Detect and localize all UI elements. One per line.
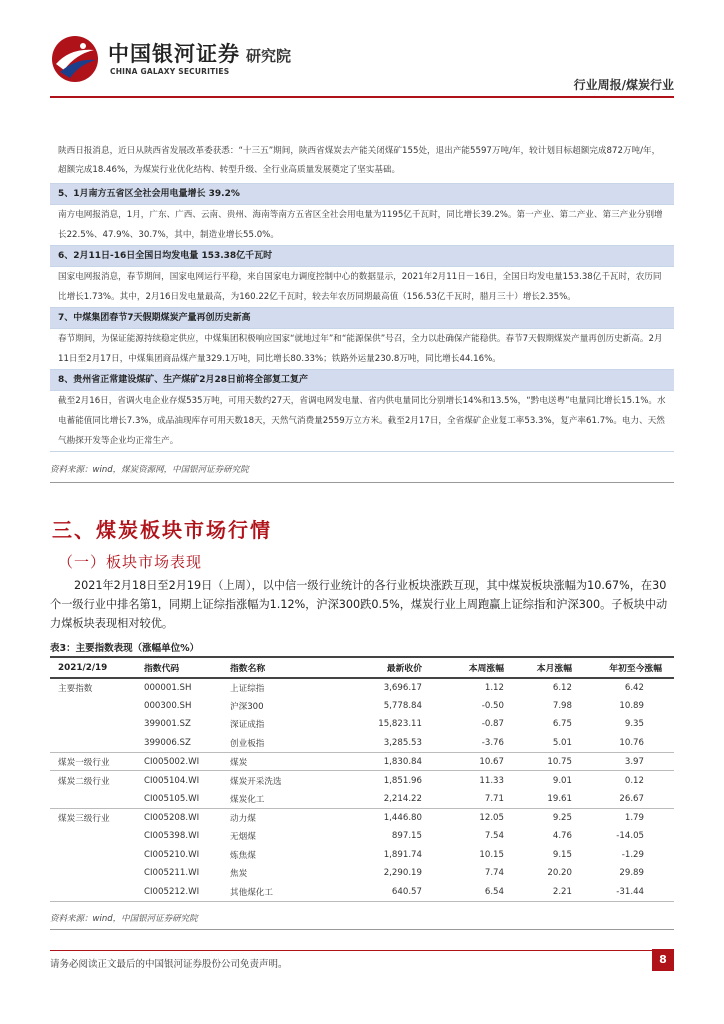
table-row (50, 790, 674, 809)
brand-name-cn: 中国银河证券 (108, 42, 240, 66)
page-header (0, 0, 724, 96)
events-divider (50, 482, 674, 483)
row-name: 煤炭 (230, 752, 340, 771)
event-title: 8、贵州省正常建设煤矿、生产煤矿2月28日前将全部复工复产 (50, 370, 674, 391)
footer-disclaimer: 请务必阅读正文最后的中国银河证券股份公司免责声明。 (50, 959, 288, 970)
row-week: 6.54 (422, 883, 504, 902)
table-row (50, 864, 674, 883)
section-title: 三、煤炭板块市场行情 (52, 518, 272, 542)
event-body: 南方电网报消息，1月，广东、广西、云南、贵州、海南等南方五省区全社会用电量为1195亿千瓦时，同比增长39.2%。第一产业、第二产业、第三产业分别增长22.5%、47.9%、30.7%，其中，制造业增长55.0%。 (50, 205, 674, 246)
row-close: 2,214.22 (340, 790, 422, 809)
row-ytd: 10.76 (572, 734, 674, 753)
subsection-title: （一）板块市场表现 (58, 553, 203, 571)
row-group (50, 845, 144, 864)
row-group (50, 790, 144, 809)
table-row (50, 808, 674, 827)
row-code: 399006.SZ (144, 734, 230, 753)
row-close: 3,285.53 (340, 734, 422, 753)
row-week: -3.76 (422, 734, 504, 753)
industry-events (50, 142, 674, 452)
row-code: 000300.SH (144, 700, 192, 711)
row-code: CI005105.WI (144, 790, 230, 809)
row-code: 000001.SH (144, 682, 192, 693)
row-ytd: -31.44 (572, 883, 674, 902)
row-name: 沪深300 (230, 701, 264, 712)
brand-institute: 研究院 (246, 47, 292, 65)
table-row (50, 697, 674, 716)
page-number: 8 (652, 949, 674, 971)
row-name: 煤炭化工 (230, 790, 340, 809)
row-week: 7.54 (484, 831, 504, 842)
row-group (50, 827, 144, 846)
row-group (50, 697, 144, 716)
row-close: 2,290.19 (383, 868, 422, 879)
table-caption: 表3：主要指数表现（涨幅单位%） (50, 643, 200, 654)
row-group (50, 883, 144, 902)
row-group: 煤炭二级行业 (58, 776, 110, 787)
table-row (50, 771, 674, 790)
row-code: CI005104.WI (144, 775, 200, 786)
row-group: 煤炭三级行业 (58, 813, 110, 824)
row-month: 6.75 (552, 719, 572, 730)
row-ytd: 10.89 (619, 700, 644, 711)
event-title: 7、中煤集团春节7天假期煤炭产量再创历史新高 (50, 308, 674, 329)
event-body: 陕西日报消息，近日从陕西省发展改革委获悉：“十三五”期间，陕西省煤炭去产能关闭煤矿155处，退出产能5597万吨/年，较计划目标超额完成872万吨/年，超额完成18.46%，为煤炭行业优化结构、转型升级、全行业高质量发展奠定了坚实基础。 (50, 142, 674, 184)
row-close: 897.15 (391, 831, 422, 842)
row-ytd: 29.89 (619, 868, 644, 879)
col-date: 2021/2/19 (50, 657, 144, 678)
row-ytd: -14.05 (616, 831, 644, 842)
row-week: 11.33 (479, 775, 504, 786)
table-row (50, 715, 674, 734)
row-group (50, 734, 144, 753)
row-month: 9.25 (552, 812, 572, 823)
row-month: 2.21 (504, 883, 572, 902)
row-name: 煤炭开采洗选 (230, 776, 282, 787)
table-header-row (50, 657, 674, 678)
row-close: 640.57 (340, 883, 422, 902)
row-ytd: -1.29 (621, 849, 644, 860)
row-week: 1.12 (484, 682, 504, 693)
table-row (50, 883, 674, 902)
events-source: 资料来源：wind，煤炭资源网，中国银河证券研究院 (50, 465, 249, 475)
row-month: 9.01 (552, 775, 572, 786)
col-close: 最新收价 (340, 657, 422, 678)
table-source: 资料来源：wind，中国银河证券研究院 (50, 914, 198, 924)
market-paragraph: 2021年2月18日至2月19日（上周），以中信一级行业统计的各行业板块涨跌互现，其中煤炭板块涨幅为10.67%，在30个一级行业中排名第1，同期上证综指涨幅为1.12%，沪深300跌0.5%，煤炭行业上周跑赢上证综指和沪深300。子板块中动力煤板块表现相对较优。 (50, 579, 668, 630)
col-name: 指数名称 (230, 657, 340, 678)
row-name: 焦炭 (230, 869, 248, 880)
row-ytd: 6.42 (624, 682, 644, 693)
row-month: 19.61 (504, 790, 572, 809)
index-performance-table (50, 656, 674, 902)
row-ytd: 26.67 (572, 790, 674, 809)
col-week: 本周涨幅 (422, 657, 504, 678)
row-week: 7.71 (422, 790, 504, 809)
col-code: 指数代码 (144, 657, 230, 678)
row-close: 1,851.96 (383, 775, 422, 786)
col-month: 本月涨幅 (504, 657, 572, 678)
brand-name-en: CHINA GALAXY SECURITIES (110, 67, 230, 76)
row-ytd: 1.79 (624, 812, 644, 823)
row-name: 炼焦煤 (230, 850, 256, 861)
row-week: 10.15 (479, 849, 504, 860)
row-week: -0.87 (481, 719, 504, 730)
document-type: 行业周报/煤炭行业 (573, 78, 674, 92)
row-close: 3,696.17 (383, 682, 422, 693)
row-month: 4.76 (552, 831, 572, 842)
row-name: 深证成指 (230, 720, 265, 731)
row-close: 5,778.84 (383, 700, 422, 711)
row-name: 创业板指 (230, 734, 340, 753)
row-month: 7.98 (552, 700, 572, 711)
row-group (50, 864, 144, 883)
row-name: 无烟煤 (230, 832, 256, 843)
event-title: 6、2月11日-16日全国日均发电量 153.38亿千瓦时 (50, 246, 674, 267)
col-ytd: 年初至今涨幅 (572, 657, 674, 678)
table-row (50, 752, 674, 771)
row-group: 主要指数 (58, 683, 93, 694)
row-week: 12.05 (479, 812, 504, 823)
row-close: 1,446.80 (383, 812, 422, 823)
row-code: CI005398.WI (144, 831, 200, 842)
event-body: 截至2月16日，省调火电企业存煤535万吨，可用天数约27天，省调电网发电量、省内供电量同比分别增长14%和13.5%，“黔电送粤”电量同比增长15.1%。水电蓄能值同比增长7.3%，成品油现库存可用天数18天，天然气消费量2559万立方米。截至2月17日，全省煤矿企业复工率53.3%，复产率61.7%。电力、天然气勘探开发等企业均正常生产。 (50, 391, 674, 452)
row-group (50, 715, 144, 734)
row-code: CI005210.WI (144, 849, 200, 860)
row-code: CI005211.WI (144, 868, 200, 879)
row-close: 1,891.74 (383, 849, 422, 860)
row-name: 动力煤 (230, 813, 256, 824)
row-group: 煤炭一级行业 (50, 752, 144, 771)
row-ytd: 3.97 (572, 752, 674, 771)
row-month: 6.12 (552, 682, 572, 693)
event-body: 春节期间，为保证能源持续稳定供应，中煤集团积极响应国家“就地过年”和“能源保供”号召，全力以赴确保产能稳供。春节7天假期煤炭产量再创历史新高。2月11日至2月17日，中煤集团商品煤产量329.1万吨，同比增长80.33%；铁路外运量230.8万吨，同比增长44.16%。 (50, 329, 674, 370)
row-code: CI005212.WI (144, 883, 230, 902)
row-code: CI005002.WI (144, 752, 230, 771)
event-title: 5、1月南方五省区全社会用电量增长 39.2% (50, 184, 674, 205)
row-month: 10.75 (504, 752, 572, 771)
row-close: 15,823.11 (378, 719, 422, 730)
header-divider (50, 96, 674, 98)
table-row (50, 845, 674, 864)
row-month: 20.20 (547, 868, 572, 879)
row-code: 399001.SZ (144, 719, 191, 730)
row-month: 5.01 (504, 734, 572, 753)
row-ytd: 9.35 (624, 719, 644, 730)
row-week: 10.67 (422, 752, 504, 771)
row-month: 9.15 (552, 849, 572, 860)
row-ytd: 0.12 (624, 775, 644, 786)
table-divider (50, 929, 674, 930)
row-week: -0.50 (481, 700, 504, 711)
table-row (50, 827, 674, 846)
row-name: 上证综指 (230, 683, 265, 694)
row-name: 其他煤化工 (230, 883, 340, 902)
row-week: 7.74 (484, 868, 504, 879)
row-code: CI005208.WI (144, 812, 200, 823)
event-body: 国家电网报消息，春节期间，国家电网运行平稳，来自国家电力调度控制中心的数据显示，2021年2月11日－16日，全国日均发电量153.38亿千瓦时，农历同比增长1.73%。其中，2月16日发电量最高，为160.22亿千瓦时，较去年农历同期最高值（156.53亿千瓦时，腊月三十）增长2.35%。 (50, 267, 674, 308)
galaxy-logo-icon (50, 34, 100, 84)
table-row (50, 678, 674, 697)
table-row (50, 734, 674, 753)
row-close: 1,830.84 (340, 752, 422, 771)
footer-divider (50, 950, 674, 951)
table-body (50, 678, 674, 901)
